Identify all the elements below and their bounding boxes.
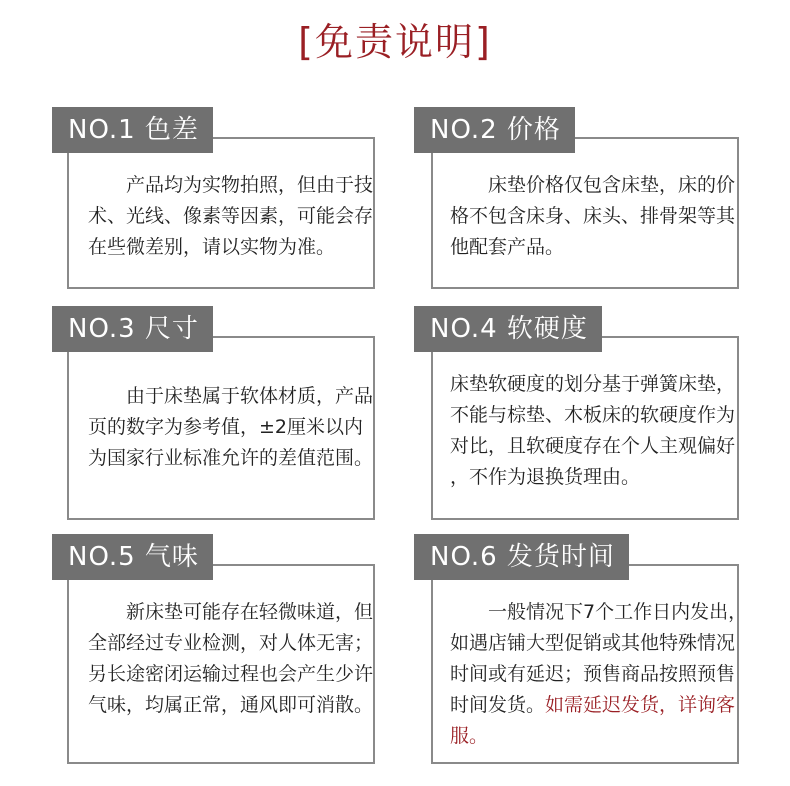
text-line: 床垫软硬度的划分基于弹簧床垫， (450, 373, 736, 395)
card-tag: NO.3 尺寸 (52, 306, 213, 352)
text-line: 全部经过专业检测，对人体无害； (88, 632, 374, 654)
card-size (52, 306, 382, 520)
text-line: 由于床垫属于软体材质，产品 (88, 385, 374, 407)
text-line: 气味，均属正常，通风即可消散。 (88, 694, 374, 716)
card-text (88, 597, 373, 721)
text-line: 为国家行业标准允许的差值范围。 (88, 447, 374, 469)
text-line: 在些微差别，请以实物为准。 (88, 236, 336, 258)
text-line (450, 690, 747, 721)
card-tag: NO.1 色差 (52, 107, 213, 153)
card-color-difference (52, 107, 382, 289)
text-line: 术、光线、像素等因素，可能会存 (88, 205, 374, 227)
card-text (450, 369, 735, 493)
card-text (450, 170, 735, 263)
card-odor (52, 534, 382, 764)
card-tag: NO.5 气味 (52, 534, 213, 580)
card-tag: NO.2 价格 (414, 107, 575, 153)
text-line: 新床垫可能存在轻微味道，但 (88, 601, 374, 623)
card-firmness (414, 306, 744, 520)
page-title: [免责说明] (298, 20, 492, 64)
text-line: 床垫价格仅包含床垫，床的价 (450, 174, 736, 196)
card-text (450, 597, 747, 752)
card-tag: NO.4 软硬度 (414, 306, 602, 352)
card-text (88, 170, 373, 263)
text-line: 时间或有延迟；预售商品按照预售 (450, 663, 736, 685)
text-line: 页的数字为参考值，±2厘米以内 (88, 416, 364, 438)
contact-service-note: 服。 (450, 725, 489, 747)
contact-service-note: 如需延迟发货，详询客 (545, 694, 736, 716)
text-segment: 时间发货。 (450, 694, 546, 716)
text-line: 一般情况下7个工作日内发出， (450, 601, 748, 623)
text-line: 另长途密闭运输过程也会产生少许 (88, 663, 374, 685)
text-line: 他配套产品。 (450, 236, 565, 258)
card-tag: NO.6 发货时间 (414, 534, 629, 580)
card-price (414, 107, 744, 289)
text-line: 不能与棕垫、木板床的软硬度作为 (450, 404, 736, 426)
card-text (88, 381, 373, 474)
text-line: 如遇店铺大型促销或其他特殊情况 (450, 632, 736, 654)
card-shipping-time (414, 534, 748, 764)
text-line: 对比，且软硬度存在个人主观偏好 (450, 435, 736, 457)
text-line: ，不作为退换货理由。 (450, 466, 641, 488)
text-line: 格不包含床身、床头、排骨架等其 (450, 205, 736, 227)
text-line: 产品均为实物拍照，但由于技 (88, 174, 374, 196)
